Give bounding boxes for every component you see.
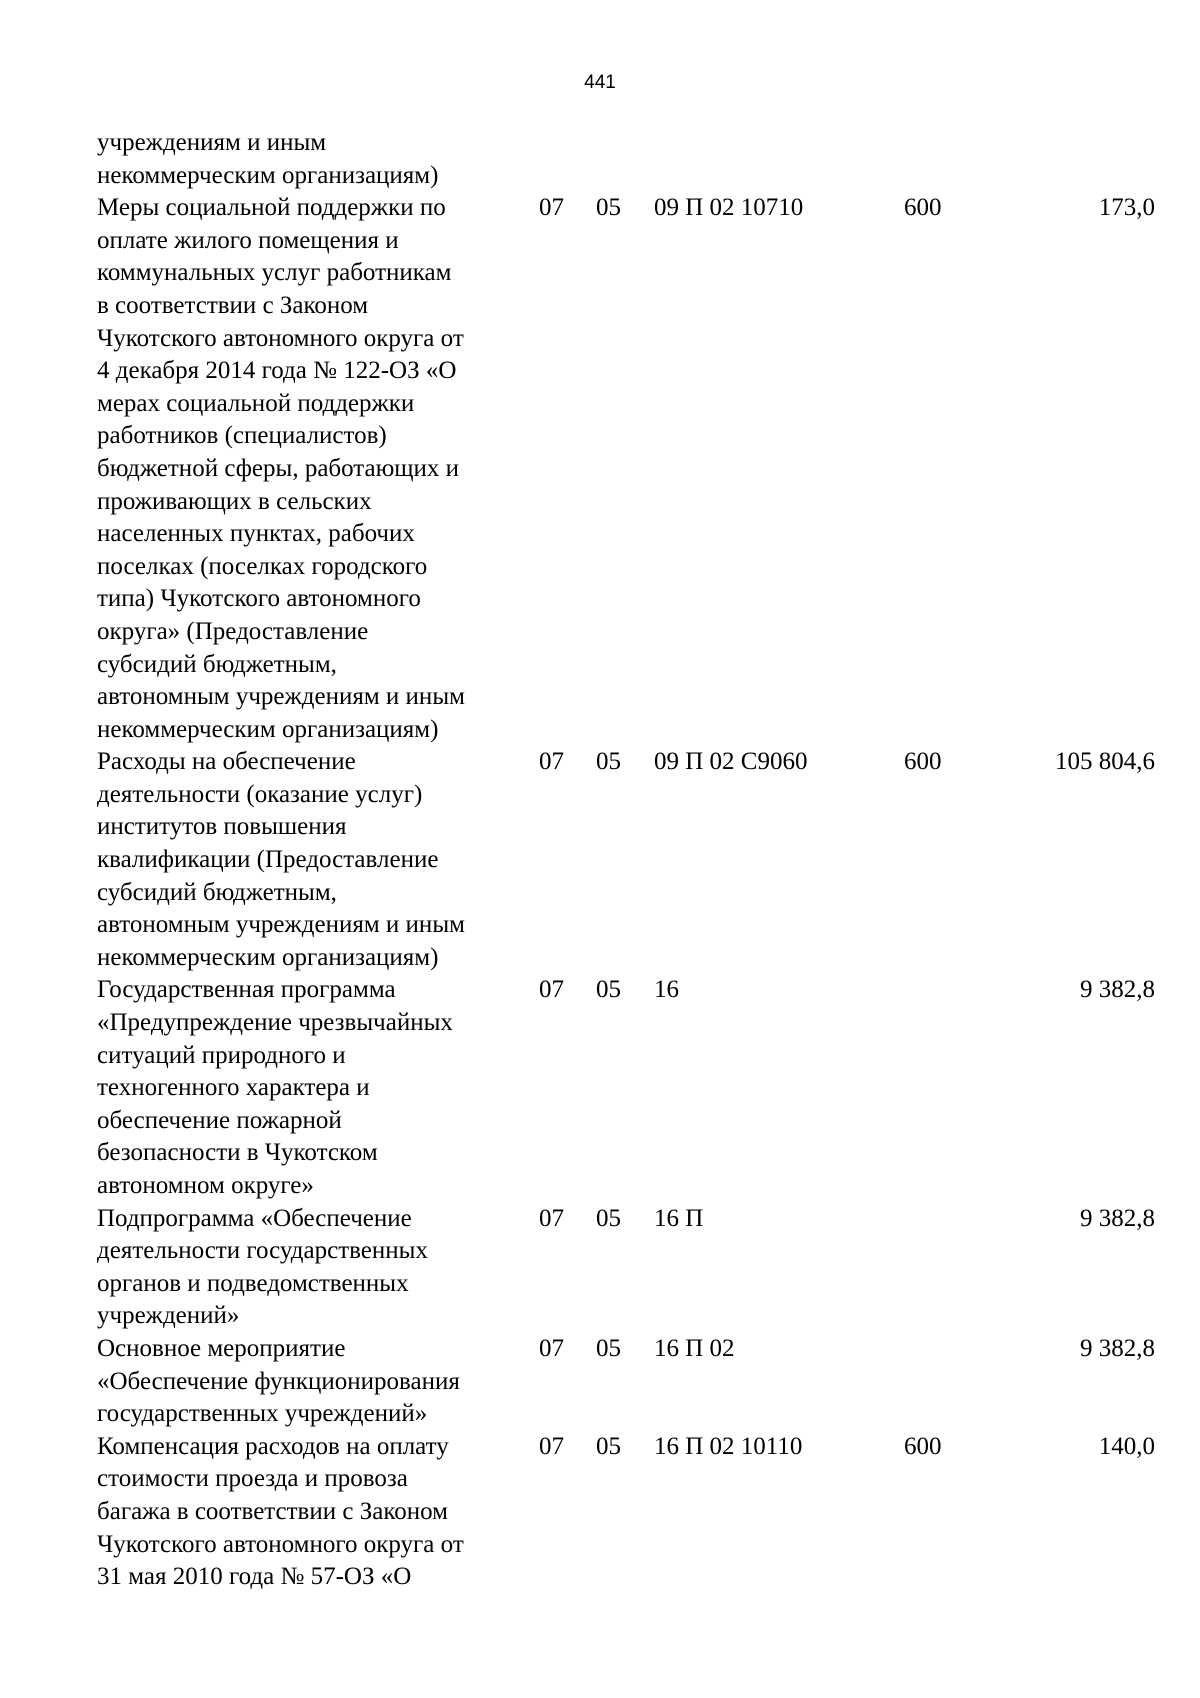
description-line: Меры социальной поддержки по <box>97 194 446 222</box>
table-row <box>97 1203 1155 1333</box>
row-description <box>97 746 529 974</box>
description-line: багажа в соответствии с Законом <box>97 1497 448 1525</box>
description-line: Государственная программа <box>97 976 396 1004</box>
description-line: деятельности государственных <box>97 1237 428 1265</box>
table-row <box>97 974 1155 1202</box>
description-line: обеспечение пожарной <box>97 1106 342 1134</box>
description-line: некоммерческим организациям) <box>97 161 439 189</box>
target-article-code: 09 П 02 С9060 <box>654 748 808 776</box>
row-description <box>97 192 529 746</box>
description-line: Чукотского автономного округа от <box>97 1530 464 1558</box>
page-number: 441 <box>584 72 616 93</box>
amount-value: 9 382,8 <box>1080 1334 1155 1362</box>
table-row <box>97 192 1155 746</box>
description-line: институтов повышения <box>97 813 347 841</box>
description-line: бюджетной сферы, работающих и <box>97 454 460 482</box>
description-line: стоимости проезда и провоза <box>97 1465 408 1493</box>
section-code: 07 <box>539 1334 564 1362</box>
description-line: автономным учреждениям и иным <box>97 683 465 711</box>
subsection-code: 05 <box>596 1432 621 1460</box>
description-line: деятельности (оказание услуг) <box>97 780 423 808</box>
description-line: Подпрограмма «Обеспечение <box>97 1204 412 1232</box>
target-article-code: 16 П 02 <box>654 1334 735 1362</box>
amount-value: 140,0 <box>1098 1432 1155 1460</box>
target-article-code: 09 П 02 10710 <box>654 194 804 222</box>
description-line: учреждений» <box>97 1302 240 1330</box>
description-line: Чукотского автономного округа от <box>97 324 464 352</box>
section-code: 07 <box>539 194 564 222</box>
target-article-code: 16 П <box>654 1204 704 1232</box>
budget-table <box>97 127 1155 1594</box>
description-line: некоммерческим организациям) <box>97 715 439 743</box>
amount-value: 9 382,8 <box>1080 976 1155 1004</box>
subsection-code: 05 <box>596 1334 621 1362</box>
description-line: учреждениям и иным <box>97 129 327 156</box>
subsection-code: 05 <box>596 976 621 1004</box>
description-line: проживающих в сельских <box>97 487 372 515</box>
description-line: оплате жилого помещения и <box>97 226 399 254</box>
description-line: Расходы на обеспечение <box>97 748 356 776</box>
description-line: субсидий бюджетным, <box>97 650 337 678</box>
description-line: государственных учреждений» <box>97 1400 428 1428</box>
table-row <box>97 746 1155 974</box>
amount-value: 9 382,8 <box>1080 1204 1155 1232</box>
description-line: коммунальных услуг работникам <box>97 259 452 287</box>
description-line: безопасности в Чукотском <box>97 1139 378 1167</box>
description-line: Основное мероприятие <box>97 1334 346 1362</box>
description-line: мерах социальной поддержки <box>97 389 415 417</box>
description-line: округа» (Предоставление <box>97 617 369 645</box>
description-line: 31 мая 2010 года № 57-ОЗ «О <box>97 1563 412 1591</box>
description-line: «Обеспечение функционирования <box>97 1367 460 1395</box>
description-line: субсидий бюджетным, <box>97 878 337 906</box>
section-code: 07 <box>539 748 564 776</box>
target-article-code: 16 П 02 10110 <box>654 1432 803 1460</box>
description-line: 4 декабря 2014 года № 122-ОЗ «О <box>97 357 457 385</box>
subsection-code: 05 <box>596 194 621 222</box>
expense-type-code: 600 <box>904 1432 942 1460</box>
description-line: квалификации (Предоставление <box>97 846 439 874</box>
description-line: населенных пунктах, рабочих <box>97 520 415 548</box>
description-line: работников (специалистов) <box>97 422 387 450</box>
row-description <box>97 1203 529 1333</box>
table-row <box>97 1333 1155 1431</box>
amount-value: 105 804,6 <box>1055 748 1155 776</box>
description-line: некоммерческим организациям) <box>97 943 439 971</box>
section-code: 07 <box>539 1204 564 1232</box>
description-line: типа) Чукотского автономного <box>97 585 421 613</box>
description-line: техногенного характера и <box>97 1074 370 1102</box>
row-description <box>97 1333 529 1431</box>
amount-value: 173,0 <box>1098 194 1155 222</box>
table-row <box>97 127 1155 192</box>
target-article-code: 16 <box>654 976 679 1004</box>
description-line: автономном округе» <box>97 1172 314 1199</box>
row-description <box>97 127 529 192</box>
description-line: Компенсация расходов на оплату <box>97 1432 449 1460</box>
row-description <box>97 1431 529 1594</box>
description-line: в соответствии с Законом <box>97 291 369 319</box>
description-line: автономным учреждениям и иным <box>97 911 465 939</box>
description-line: «Предупреждение чрезвычайных <box>97 1009 453 1037</box>
section-code: 07 <box>539 976 564 1004</box>
description-line: органов и подведомственных <box>97 1269 409 1297</box>
subsection-code: 05 <box>596 748 621 776</box>
table-row <box>97 1431 1155 1594</box>
description-line: поселках (поселках городского <box>97 552 428 580</box>
section-code: 07 <box>539 1432 564 1460</box>
expense-type-code: 600 <box>904 748 942 776</box>
description-line: ситуаций природного и <box>97 1041 346 1069</box>
row-description <box>97 974 529 1202</box>
subsection-code: 05 <box>596 1204 621 1232</box>
expense-type-code: 600 <box>904 194 942 222</box>
